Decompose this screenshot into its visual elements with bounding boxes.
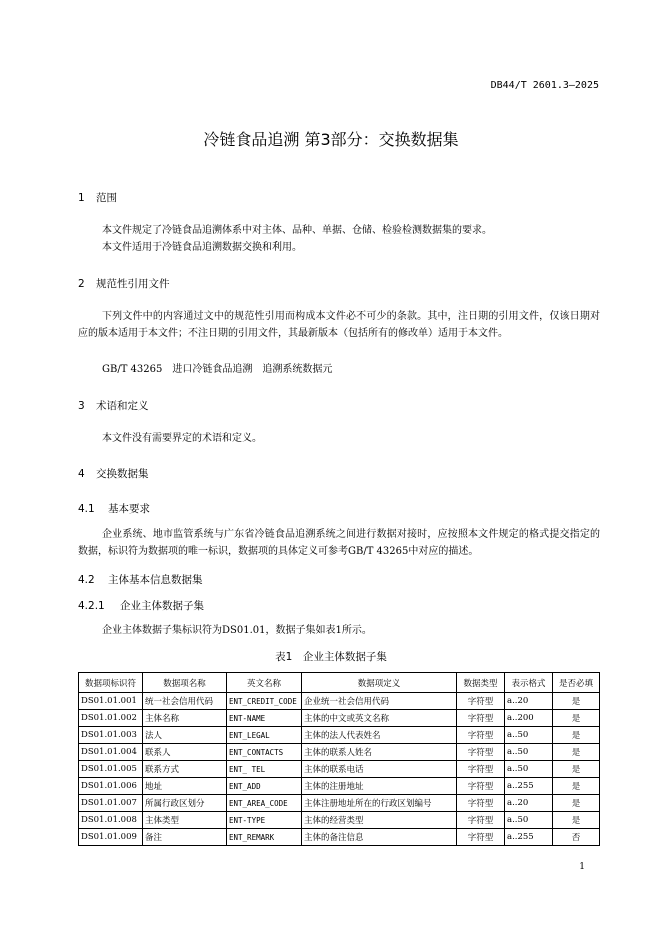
cell-identifier: DS01.01.005 [79,761,143,778]
table-row [79,778,600,795]
section-number: 4.2 [78,574,95,586]
section-number: 4 [78,468,85,480]
cell-format: a..255 [505,829,553,846]
cell-english-name: ENT_AREA_CODE [227,795,302,812]
cell-identifier: DS01.01.002 [79,710,143,727]
section-heading-1 [78,190,117,205]
column-header: 英文名称 [227,673,302,693]
cell-definition: 主体的联系电话 [302,761,457,778]
cell-data-type: 字符型 [457,778,505,795]
cell-identifier: DS01.01.007 [79,795,143,812]
cell-english-name: ENT_REMARK [227,829,302,846]
cell-english-name: ENT-TYPE [227,812,302,829]
paragraph: 本文件适用于冷链食品追溯数据交换和利用。 [102,242,302,253]
cell-item-name: 联系方式 [143,761,227,778]
cell-item-name: 统一社会信用代码 [143,693,227,710]
table-row [79,693,600,710]
cell-item-name: 主体类型 [143,812,227,829]
document-title: 冷链食品追溯 第3部分：交换数据集 [203,130,459,149]
column-header: 数据项名称 [143,673,227,693]
section-number: 4.2.1 [78,600,105,612]
cell-format: a..20 [505,795,553,812]
column-header: 数据项标识符 [79,673,143,693]
section-heading-4-2 [78,572,203,587]
section-title: 基本要求 [108,503,150,515]
section-title: 企业主体数据子集 [120,600,204,612]
cell-english-name: ENT-NAME [227,710,302,727]
normative-reference: GB/T 43265 进口冷链食品追溯 追溯系统数据元 [102,364,333,375]
cell-data-type: 字符型 [457,727,505,744]
cell-english-name: ENT_LEGAL [227,727,302,744]
cell-definition: 主体的联系人姓名 [302,744,457,761]
standard-code: DB44/T 2601.3—2025 [490,80,599,91]
cell-data-type: 字符型 [457,693,505,710]
cell-format: a..50 [505,744,553,761]
cell-definition: 主体的中文或英文名称 [302,710,457,727]
cell-definition: 主体注册地址所在的行政区划编号 [302,795,457,812]
table-row [79,727,600,744]
cell-required: 是 [553,710,600,727]
section-heading-3 [78,398,149,413]
cell-item-name: 地址 [143,778,227,795]
cell-definition: 主体的备注信息 [302,829,457,846]
table-row [79,812,600,829]
cell-identifier: DS01.01.009 [79,829,143,846]
cell-item-name: 所属行政区划分 [143,795,227,812]
column-header: 数据项定义 [302,673,457,693]
section-title: 规范性引用文件 [96,278,170,290]
section-heading-2 [78,276,170,291]
section-heading-4 [78,466,149,481]
section-title: 交换数据集 [96,468,149,480]
section-number: 3 [78,400,85,412]
cell-definition: 主体的注册地址 [302,778,457,795]
cell-identifier: DS01.01.004 [79,744,143,761]
section-number: 4.1 [78,503,95,515]
cell-required: 否 [553,829,600,846]
cell-english-name: ENT_ADD [227,778,302,795]
table-row [79,744,600,761]
cell-english-name: ENT_CREDIT_CODE [227,693,302,710]
table-header-row [79,673,600,693]
paragraph: 企业主体数据子集标识符为DS01.01，数据子集如表1所示。 [102,625,372,636]
table-caption: 表1 企业主体数据子集 [275,651,387,663]
paragraph: 企业系统、地市监管系统与广东省冷链食品追溯系统之间进行数据对接时，应按照本文件规定的格式提交指定的数据，标识符为数据项的唯一标识，数据项的具体定义可参考GB/T 43265中对应的描述。 [78,529,600,557]
section-number: 2 [78,278,85,290]
table-row [79,710,600,727]
cell-data-type: 字符型 [457,744,505,761]
cell-data-type: 字符型 [457,829,505,846]
cell-required: 是 [553,761,600,778]
cell-required: 是 [553,744,600,761]
section-title: 范围 [96,192,117,204]
cell-english-name: ENT_ TEL [227,761,302,778]
cell-identifier: DS01.01.008 [79,812,143,829]
cell-item-name: 联系人 [143,744,227,761]
cell-identifier: DS01.01.006 [79,778,143,795]
table-row [79,829,600,846]
paragraph: 本文件规定了冷链食品追溯体系中对主体、品种、单据、仓储、检验检测数据集的要求。 [102,225,492,236]
cell-data-type: 字符型 [457,710,505,727]
cell-item-name: 备注 [143,829,227,846]
cell-format: a..20 [505,693,553,710]
cell-item-name: 主体名称 [143,710,227,727]
column-header: 表示格式 [505,673,553,693]
cell-english-name: ENT_CONTACTS [227,744,302,761]
section-title: 主体基本信息数据集 [108,574,203,586]
section-title: 术语和定义 [96,400,149,412]
cell-format: a..200 [505,710,553,727]
cell-data-type: 字符型 [457,761,505,778]
cell-format: a..50 [505,761,553,778]
cell-required: 是 [553,812,600,829]
page-number: 1 [579,862,585,872]
section-heading-4-1 [78,501,150,516]
table-row [79,795,600,812]
cell-item-name: 法人 [143,727,227,744]
cell-data-type: 字符型 [457,795,505,812]
cell-definition: 主体的法人代表姓名 [302,727,457,744]
section-number: 1 [78,192,85,204]
paragraph: 下列文件中的内容通过文中的规范性引用而构成本文件必不可少的条款。其中，注日期的引用文件，仅该日期对应的版本适用于本文件；不注日期的引用文件，其最新版本（包括所有的修改单）适用于本文件。 [78,311,600,339]
cell-required: 是 [553,727,600,744]
data-subset-table [78,672,600,846]
cell-format: a..255 [505,778,553,795]
column-header: 是否必填 [553,673,600,693]
cell-required: 是 [553,693,600,710]
cell-definition: 主体的经营类型 [302,812,457,829]
cell-required: 是 [553,778,600,795]
cell-identifier: DS01.01.003 [79,727,143,744]
cell-format: a..50 [505,812,553,829]
column-header: 数据类型 [457,673,505,693]
cell-format: a..50 [505,727,553,744]
section-heading-4-2-1 [78,598,204,613]
paragraph: 本文件没有需要界定的术语和定义。 [102,433,262,444]
table-row [79,761,600,778]
cell-definition: 企业统一社会信用代码 [302,693,457,710]
cell-required: 是 [553,795,600,812]
cell-identifier: DS01.01.001 [79,693,143,710]
cell-data-type: 字符型 [457,812,505,829]
